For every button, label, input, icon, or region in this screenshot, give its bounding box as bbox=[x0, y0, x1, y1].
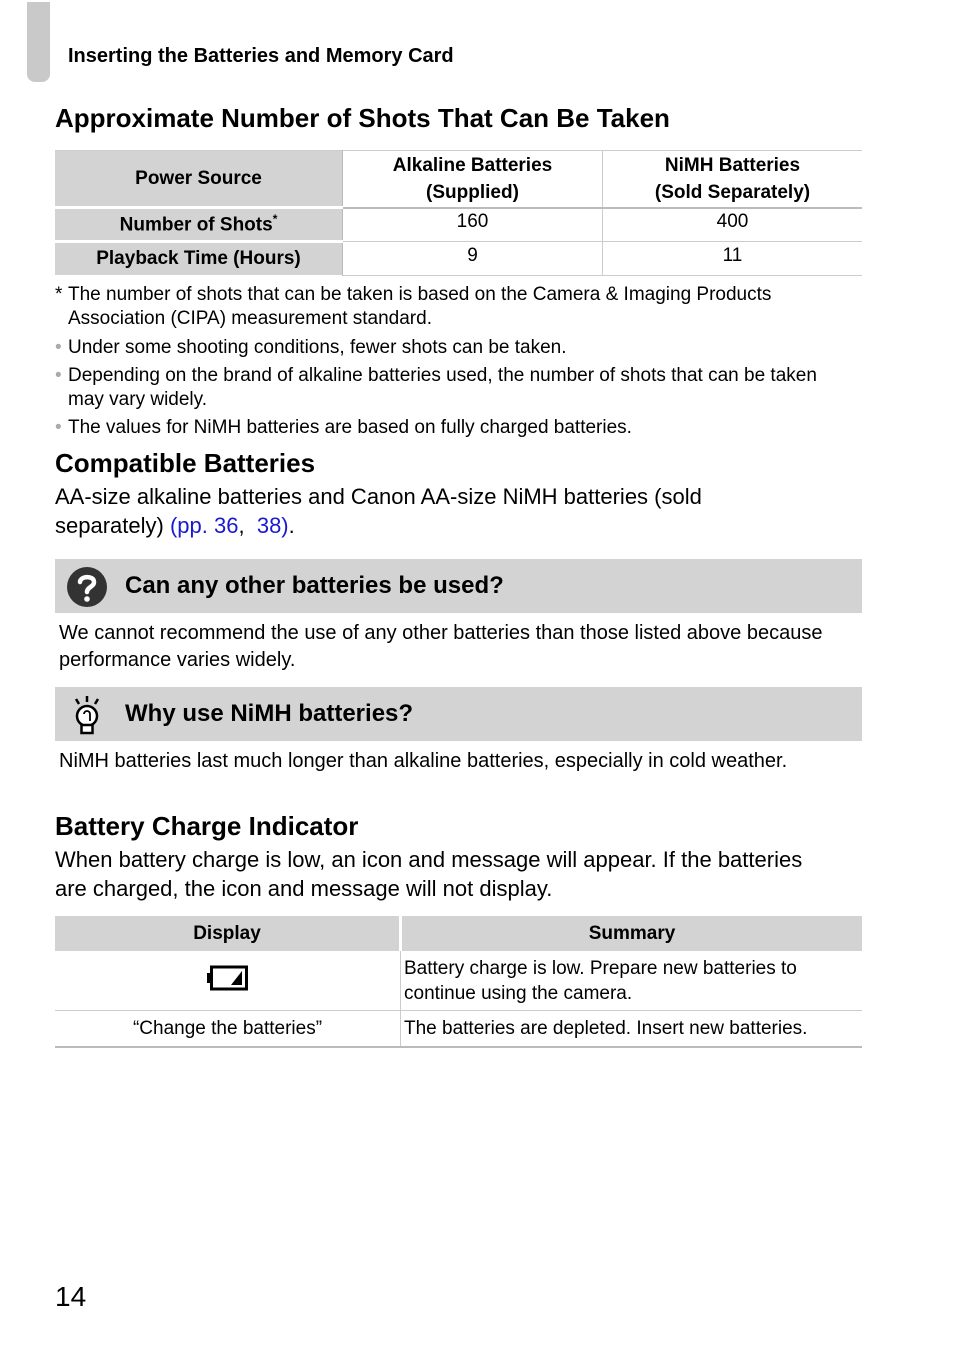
alkaline-playback-value: 9 bbox=[343, 241, 603, 275]
faq-nimh-question: Why use NiMH batteries? bbox=[125, 700, 414, 727]
summary-column-header: Summary bbox=[401, 916, 863, 951]
battery-low-summary: Battery charge is low. Prepare new batteries to continue using the camera. bbox=[401, 951, 863, 1011]
compatible-title: Compatible Batteries bbox=[55, 448, 316, 478]
playback-row-label: Playback Time (Hours) bbox=[55, 241, 343, 275]
page-link-38[interactable]: 38) bbox=[256, 513, 289, 538]
faq-other-batteries bbox=[55, 559, 862, 613]
page-link-36[interactable]: (pp. 36 bbox=[169, 513, 239, 538]
indicator-text: When battery charge is low, an icon and message will appear. If the batteries are charged, the icon and message will not display. bbox=[55, 847, 803, 901]
alkaline-column-header bbox=[343, 151, 603, 208]
change-batteries-display: “Change the batteries” bbox=[55, 1011, 401, 1048]
page-number: 14 bbox=[55, 1281, 87, 1312]
footnote: * The number of shots that can be taken is based on the Camera & Imaging Products Association (CIPA) measurement standard. bbox=[55, 284, 772, 329]
battery-low-display bbox=[55, 951, 401, 1011]
nimh-shots-value: 400 bbox=[603, 208, 863, 242]
alkaline-shots-value: 160 bbox=[343, 208, 603, 242]
compatible-text: AA-size alkaline batteries and Canon AA-size NiMH batteries (sold separately) (pp. 36, 38). bbox=[55, 484, 702, 538]
nimh-header-line2: (Sold Separately) bbox=[654, 181, 811, 203]
nimh-header-line1: NiMH Batteries bbox=[664, 154, 801, 176]
note-item: • Under some shooting conditions, fewer shots can be taken. bbox=[55, 337, 567, 358]
note-item: • The values for NiMH batteries are based on fully charged batteries. bbox=[55, 417, 632, 438]
question-icon bbox=[66, 566, 108, 613]
alkaline-header-line2: (Supplied) bbox=[426, 181, 519, 203]
page-tab-marker bbox=[27, 2, 50, 82]
charge-indicator-table bbox=[55, 916, 862, 1048]
alkaline-header-line1: Alkaline Batteries bbox=[392, 154, 553, 176]
nimh-column-header bbox=[603, 151, 863, 208]
indicator-title: Battery Charge Indicator bbox=[55, 811, 359, 841]
battery-low-icon bbox=[207, 975, 249, 996]
footnote-marker: * bbox=[272, 212, 278, 227]
power-source-header: Power Source bbox=[55, 151, 343, 208]
faq-other-question: Can any other batteries be used? bbox=[125, 572, 504, 599]
nimh-playback-value: 11 bbox=[603, 241, 863, 275]
faq-nimh bbox=[55, 687, 862, 741]
shots-notes bbox=[55, 283, 855, 444]
note-item: • Depending on the brand of alkaline batteries used, the number of shots that can be taken may vary widely. bbox=[55, 365, 817, 410]
shots-row-label: Number of Shots* bbox=[55, 208, 343, 242]
faq-other-answer: We cannot recommend the use of any other batteries than those listed above because performance varies widely. bbox=[59, 622, 823, 671]
faq-nimh-answer: NiMH batteries last much longer than alkaline batteries, especially in cold weather. bbox=[59, 750, 788, 772]
section-header: Inserting the Batteries and Memory Card bbox=[68, 45, 454, 67]
shots-title: Approximate Number of Shots That Can Be Taken bbox=[55, 103, 670, 133]
lightbulb-icon bbox=[66, 694, 108, 743]
display-column-header: Display bbox=[55, 916, 401, 951]
shots-table bbox=[55, 150, 862, 276]
depleted-summary: The batteries are depleted. Insert new batteries. bbox=[401, 1011, 863, 1048]
